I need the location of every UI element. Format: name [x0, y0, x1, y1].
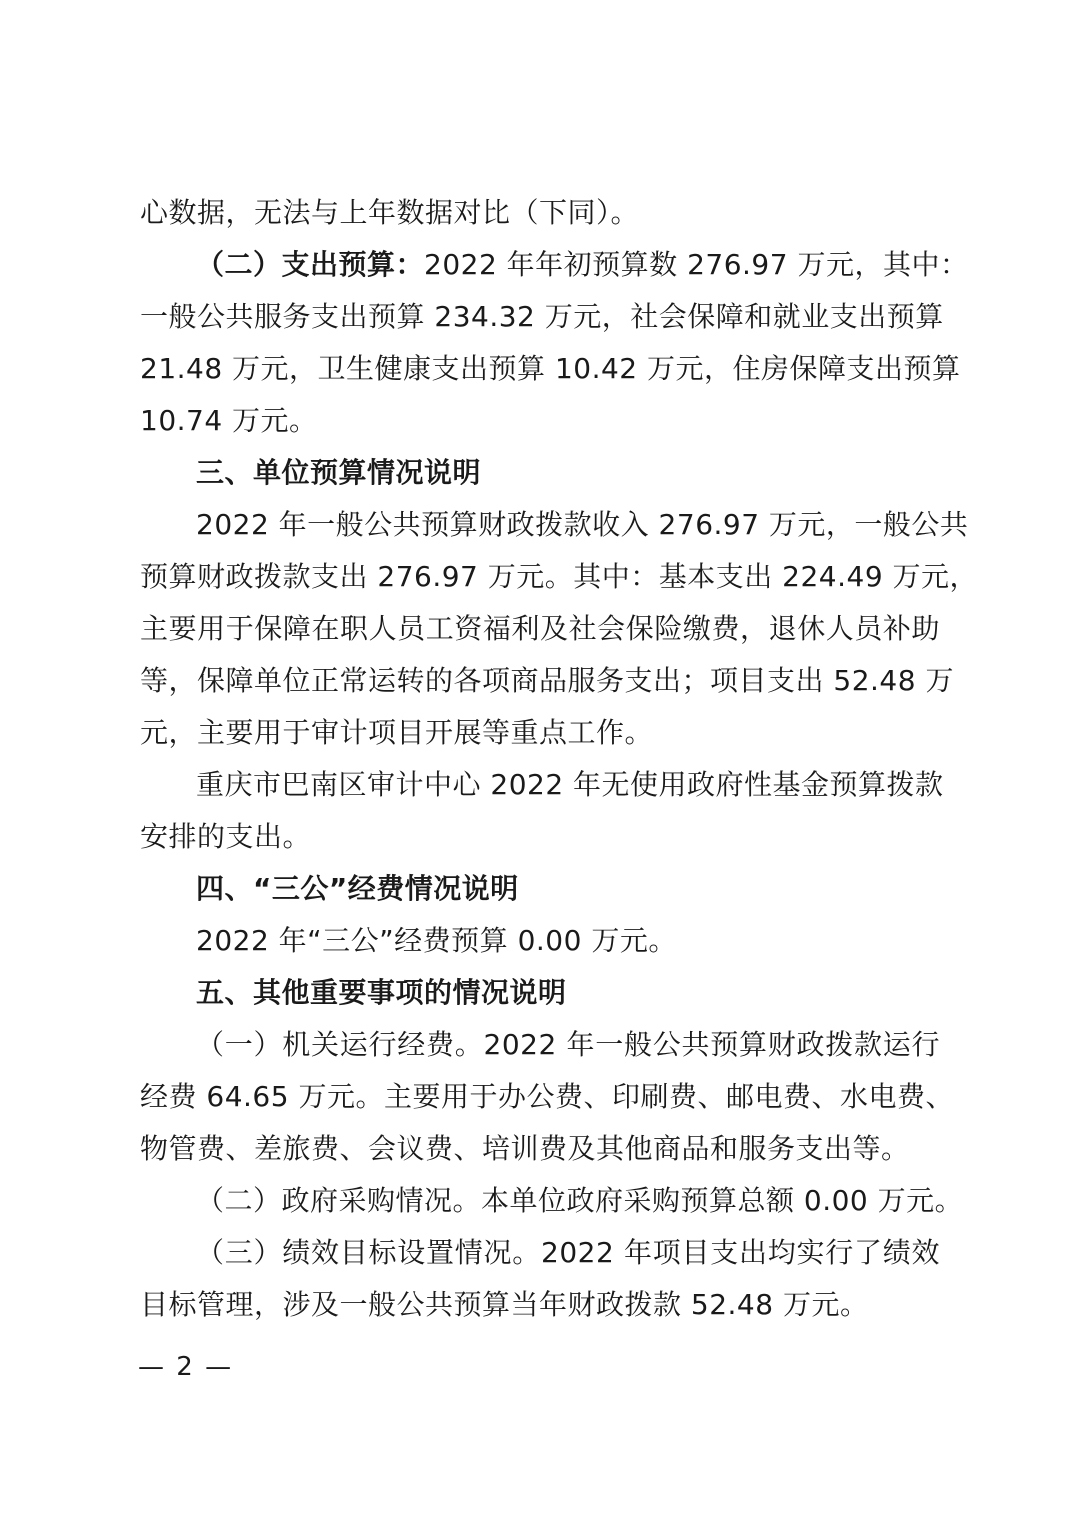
paragraph-line: 等，保障单位正常运转的各项商品服务支出；项目支出 52.48 万: [140, 664, 954, 697]
paragraph-line: 一般公共服务支出预算 234.32 万元，社会保障和就业支出预算: [140, 300, 944, 333]
paragraph-line: 目标管理，涉及一般公共预算当年财政拨款 52.48 万元。: [140, 1288, 869, 1321]
paragraph-line: 2022 年“三公”经费预算 0.00 万元。: [196, 924, 677, 957]
paragraph-line: 心数据，无法与上年数据对比（下同）。: [140, 196, 640, 229]
expenditure-budget-text: 2022 年年初预算数 276.97 万元，其中：: [424, 248, 969, 281]
expenditure-budget-label: （二）支出预算：: [196, 248, 425, 281]
paragraph-line: 物管费、差旅费、会议费、培训费及其他商品和服务支出等。: [140, 1132, 910, 1165]
paragraph-line: （一）机关运行经费。2022 年一般公共预算财政拨款运行: [196, 1028, 940, 1061]
paragraph-line: 主要用于保障在职人员工资福利及社会保险缴费，退休人员补助: [140, 612, 940, 645]
paragraph-line: 重庆市巴南区审计中心 2022 年无使用政府性基金预算拨款: [196, 768, 944, 801]
paragraph-line: 预算财政拨款支出 276.97 万元。其中：基本支出 224.49 万元，: [140, 560, 979, 593]
expenditure-budget-line: [140, 239, 969, 291]
section-heading-4: 四、“三公”经费情况说明: [196, 872, 519, 905]
document-body: [140, 187, 979, 1331]
section-heading-3: 三、单位预算情况说明: [196, 456, 482, 489]
paragraph-line: 经费 64.65 万元。主要用于办公费、印刷费、邮电费、水电费、: [140, 1080, 954, 1113]
paragraph-line: 2022 年一般公共预算财政拨款收入 276.97 万元，一般公共: [196, 508, 969, 541]
paragraph-line: 10.74 万元。: [140, 404, 318, 437]
paragraph-line: （三）绩效目标设置情况。2022 年项目支出均实行了绩效: [196, 1236, 940, 1269]
section-heading-5: 五、其他重要事项的情况说明: [196, 976, 567, 1009]
page-number: — 2 —: [138, 1352, 234, 1382]
paragraph-line: 安排的支出。: [140, 820, 312, 853]
paragraph-line: 元，主要用于审计项目开展等重点工作。: [140, 716, 654, 749]
paragraph-line: （二）政府采购情况。本单位政府采购预算总额 0.00 万元。: [196, 1184, 964, 1217]
paragraph-line: 21.48 万元，卫生健康支出预算 10.42 万元，住房保障支出预算: [140, 352, 961, 385]
